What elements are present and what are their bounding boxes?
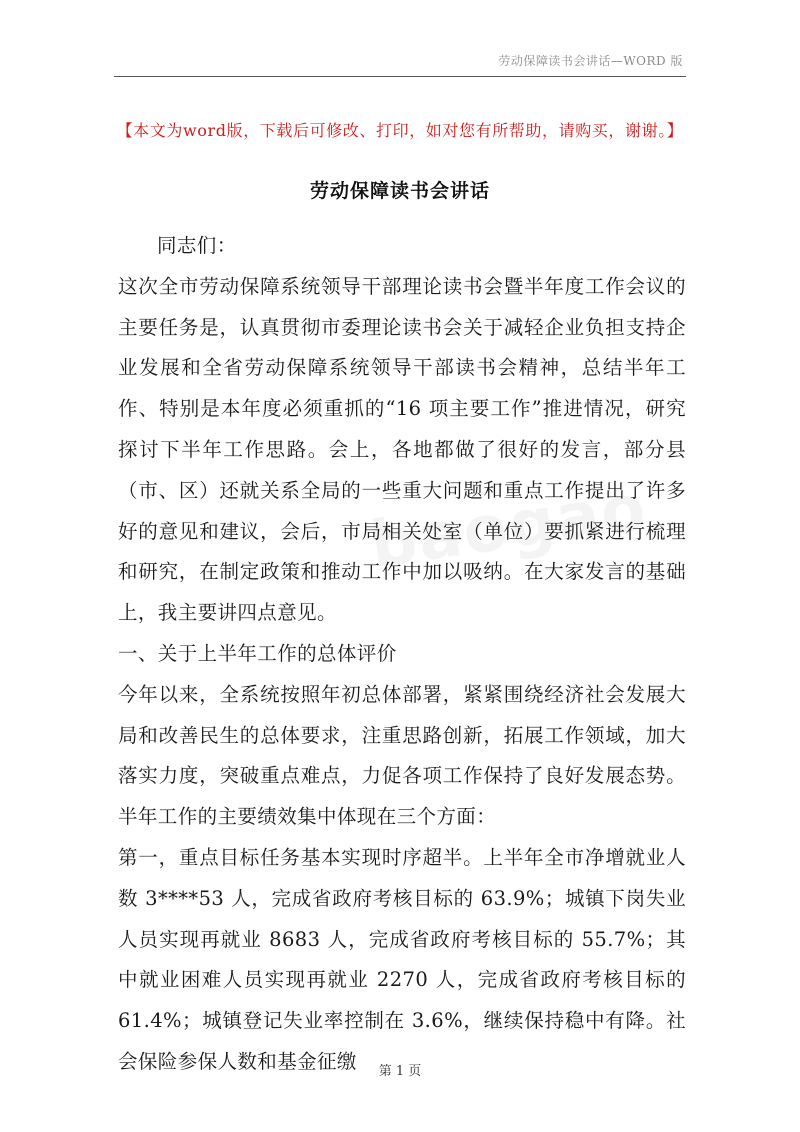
paragraph-intro: 这次全市劳动保障系统领导干部理论读书会暨半年度工作会议的主要任务是，认真贯彻市委理论读书会关于减轻企业负担支持企业发展和全省劳动保障系统领导干部读书会精神，总结半年工作、特别是本年度必须重抓的“16 项主要工作”推进情况，研究探讨下半年工作思路。会上，各地都做了很好的发言，部分县（市、区）还就关系全局的一些重大问题和重点工作提出了许多好的意见和建议，会后，市局相关处室（单位）要抓紧进行梳理和研究，在制定政策和推动工作中加以吸纳。在大家发言的基础上，我主要讲四点意见。	[118, 274, 686, 625]
page-number: 第 1 页	[378, 1064, 422, 1079]
paragraph-overview: 今年以来，全系统按照年初总体部署，紧紧围绕经济社会发展大局和改善民生的总体要求，注重思路创新，拓展工作领域，加大落实力度，突破重点难点，力促各项工作保持了良好发展态势。半年工作的主要绩效集中体现在三个方面：	[118, 682, 686, 829]
document-body	[118, 226, 686, 1083]
greeting: 同志们：	[157, 234, 237, 257]
download-notice: 【本文为word版，下载后可修改、打印，如对您有所帮助，请购买，谢谢。】	[116, 121, 684, 140]
header-divider	[114, 76, 686, 77]
section-heading-1: 一、关于上半年工作的总体评价	[118, 641, 397, 665]
page-title: 劳动保障读书会讲话	[309, 180, 490, 202]
paragraph-point-1: 第一，重点目标任务基本实现时序超半。上半年全市净增就业人数 3****53 人，完成省政府考核目标的 63.9%；城镇下岗失业人员实现再就业 8683 人，完成省政府考核目标的 55.7%；其中就业困难人员实现再就业 2270 人，完成省政府考核目标的 61.4%；城镇登记失业率控制在 3.6%，继续保持稳中有降。社会保险参保人数和基金征缴	[118, 845, 686, 1073]
document-header-label: 劳动保障读书会讲话—WORD 版	[498, 54, 683, 68]
